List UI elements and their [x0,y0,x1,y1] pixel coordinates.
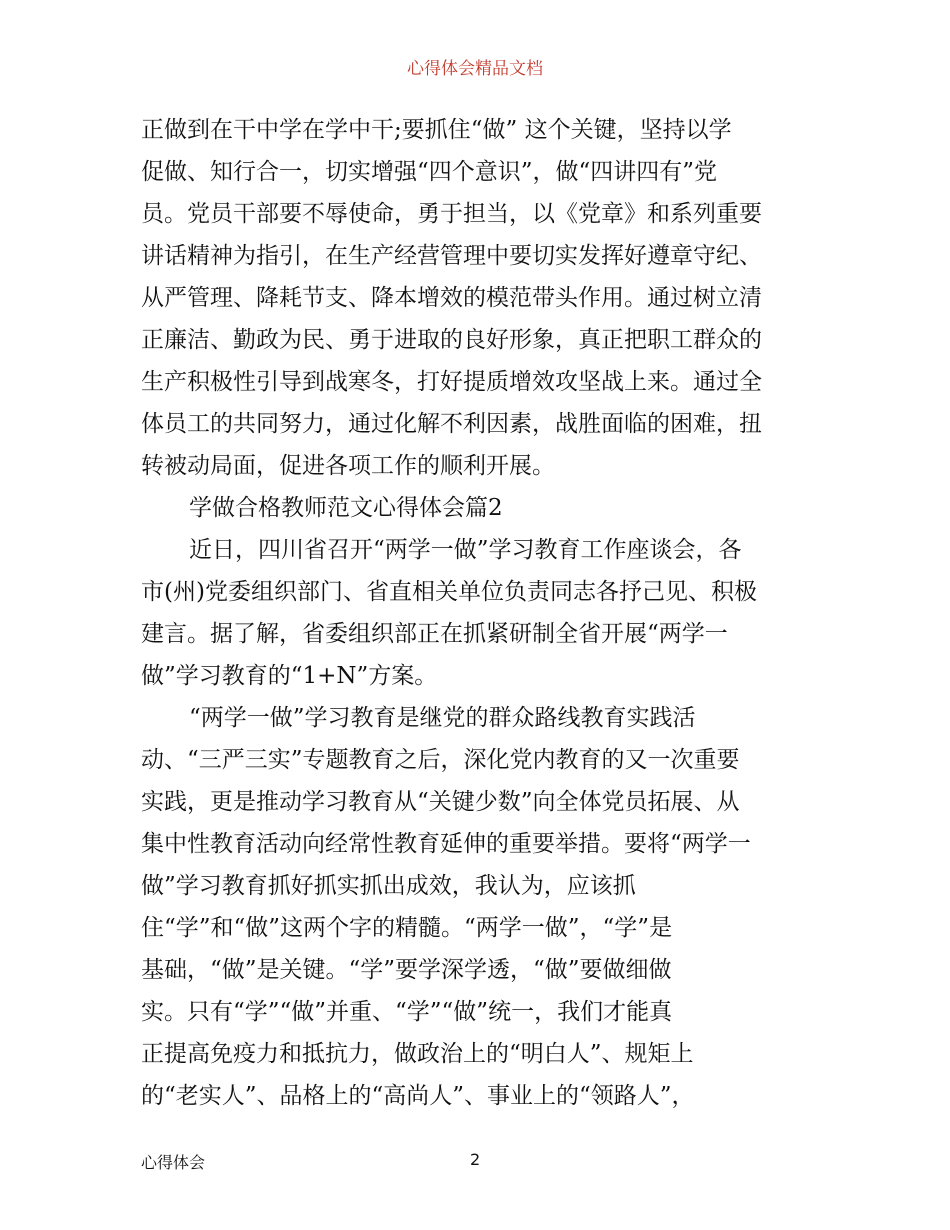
text-line: 建言。据了解，省委组织部正在抓紧研制全省开展“两学一 [141,621,728,647]
text-line: “两学一做”学习教育是继党的群众路线教育实践活 [189,705,696,731]
text-line: 体员工的共同努力，通过化解不利因素，战胜面临的困难，扭 [141,411,762,437]
text-line: 动、“三严三实”专题教育之后，深化党内教育的又一次重要 [141,747,740,773]
text-line: 实践，更是推动学习教育从“关键少数”向全体党员拓展、从 [141,789,740,815]
text-line: 生产积极性引导到战寒冬，打好提质增效攻坚战上来。通过全 [141,369,762,395]
text-line: 市(州)党委组织部门、省直相关单位负责同志各抒己见、积极 [141,579,757,605]
body-text [141,109,813,1117]
page-footer [141,1150,813,1174]
footer-label: 心得体会 [141,1153,206,1172]
text-line: 做”学习教育抓好抓实抓出成效，我认为，应该抓 [141,873,636,899]
text-line: 住“学”和“做”这两个字的精髓。“两学一做”，“学”是 [141,915,673,941]
section-heading: 学做合格教师范文心得体会篇2 [189,495,503,521]
text-line: 集中性教育活动向经常性教育延伸的重要举措。要将“两学一 [141,831,751,857]
text-line: 实。只有“学”“做”并重、“学”“做”统一，我们才能真 [141,999,673,1025]
text-line: 讲话精神为指引，在生产经营管理中要切实发挥好遵章守纪、 [141,243,762,269]
text-line: 基础，“做”是关键。“学”要学深学透，“做”要做细做 [141,957,672,983]
text-line: 从严管理、降耗节支、降本增效的模范带头作用。通过树立清 [141,285,762,311]
text-line: 正做到在干中学在学中干;要抓住“做” 这个关键，坚持以学 [141,117,732,143]
page-header-title: 心得体会精品文档 [407,59,543,79]
text-line: 促做、知行合一，切实增强“四个意识”，做“四讲四有”党 [141,159,718,185]
text-line: 近日，四川省召开“两学一做”学习教育工作座谈会，各 [189,537,742,563]
text-line: 转被动局面，促进各项工作的顺利开展。 [141,453,555,479]
page-number: 2 [470,1150,481,1169]
text-line: 正提高免疫力和抵抗力，做政治上的“明白人”、规矩上 [141,1041,694,1067]
text-line: 的“老实人”、品格上的“高尚人”、事业上的“领路人”， [141,1083,695,1109]
text-line: 做”学习教育的“1+N”方案。 [141,663,438,689]
text-line: 员。党员干部要不辱使命，勇于担当，以《党章》和系列重要 [141,201,762,227]
text-line: 正廉洁、勤政为民、勇于进取的良好形象，真正把职工群众的 [141,327,762,353]
